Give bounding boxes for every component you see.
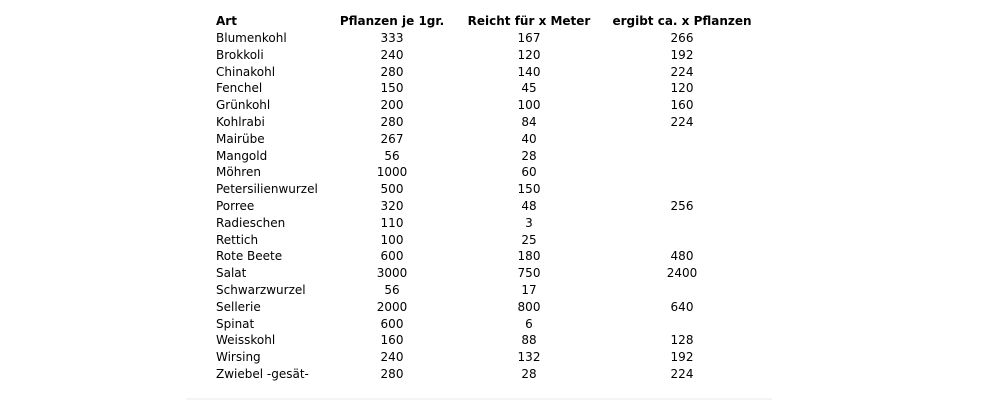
cell-reicht: 40 xyxy=(521,131,537,146)
cell-ergibt: 192 xyxy=(670,47,694,62)
cell-art: Petersilienwurzel xyxy=(216,182,318,197)
cell-reicht: 800 xyxy=(517,299,541,314)
table-row xyxy=(216,366,762,383)
cell-pflanzen: 3000 xyxy=(376,266,408,281)
cell-art: Kohlrabi xyxy=(216,114,265,129)
cell-art: Brokkoli xyxy=(216,47,264,62)
table-row xyxy=(216,282,762,299)
cell-pflanzen: 100 xyxy=(380,232,404,247)
cell-art: Porree xyxy=(216,198,255,213)
cell-reicht: 28 xyxy=(521,148,537,163)
cell-ergibt: 224 xyxy=(670,366,694,381)
table-row xyxy=(216,232,762,249)
cell-pflanzen: 320 xyxy=(380,198,404,213)
cell-pflanzen: 600 xyxy=(380,249,404,264)
cell-art: Mairübe xyxy=(216,131,265,146)
cell-reicht: 3 xyxy=(525,215,533,230)
table-row xyxy=(216,164,762,181)
cell-pflanzen: 56 xyxy=(384,282,400,297)
table-row xyxy=(216,215,762,232)
table-row xyxy=(216,97,762,114)
cell-art: Wirsing xyxy=(216,350,261,365)
header-ergibt: ergibt ca. x Pflanzen xyxy=(612,13,752,28)
cell-pflanzen: 160 xyxy=(380,333,404,348)
cell-pflanzen: 2000 xyxy=(376,299,408,314)
cell-ergibt: 192 xyxy=(670,350,694,365)
cell-pflanzen: 240 xyxy=(380,47,404,62)
cell-ergibt: 120 xyxy=(670,81,694,96)
cell-pflanzen: 200 xyxy=(380,98,404,113)
cell-reicht: 167 xyxy=(517,31,541,45)
cell-pflanzen: 333 xyxy=(380,31,404,45)
cell-ergibt: 224 xyxy=(670,64,694,79)
table-header xyxy=(216,12,762,30)
table-row xyxy=(216,114,762,131)
cell-pflanzen: 150 xyxy=(380,81,404,96)
cell-pflanzen: 267 xyxy=(380,131,404,146)
cell-reicht: 150 xyxy=(517,182,541,197)
cell-pflanzen: 600 xyxy=(380,316,404,331)
table-row xyxy=(216,299,762,316)
cell-ergibt: 480 xyxy=(670,249,694,264)
cell-art: Mangold xyxy=(216,148,268,163)
cell-art: Sellerie xyxy=(216,299,261,314)
cell-reicht: 120 xyxy=(517,47,541,62)
cell-reicht: 132 xyxy=(517,350,541,365)
cell-art: Zwiebel -gesät- xyxy=(216,366,309,381)
table-row xyxy=(216,349,762,366)
seed-table xyxy=(216,12,762,383)
cell-ergibt xyxy=(602,215,762,232)
cell-ergibt: 266 xyxy=(670,31,694,45)
cell-reicht: 180 xyxy=(517,249,541,264)
cell-reicht: 750 xyxy=(517,266,541,281)
cell-reicht: 45 xyxy=(521,81,537,96)
table-row xyxy=(216,30,762,47)
cell-pflanzen: 240 xyxy=(380,350,404,365)
cell-art: Blumenkohl xyxy=(216,31,287,45)
table-row xyxy=(216,47,762,64)
cell-art: Möhren xyxy=(216,165,261,180)
cell-ergibt xyxy=(602,316,762,333)
cell-ergibt: 160 xyxy=(670,98,694,113)
cell-pflanzen: 1000 xyxy=(376,165,408,180)
cell-ergibt: 640 xyxy=(670,299,694,314)
cell-reicht: 84 xyxy=(521,114,537,129)
cell-art: Rote Beete xyxy=(216,249,283,264)
cell-reicht: 6 xyxy=(525,316,533,331)
cell-ergibt xyxy=(602,131,762,148)
cell-art: Schwarzwurzel xyxy=(216,282,306,297)
cell-pflanzen: 280 xyxy=(380,64,404,79)
cell-reicht: 140 xyxy=(517,64,541,79)
cell-art: Weisskohl xyxy=(216,333,276,348)
table-body xyxy=(216,30,762,383)
cell-ergibt xyxy=(602,164,762,181)
cell-reicht: 17 xyxy=(521,282,537,297)
cell-reicht: 28 xyxy=(521,366,537,381)
header-art: Art xyxy=(216,13,237,28)
document-sheet xyxy=(186,0,772,400)
cell-ergibt xyxy=(602,181,762,198)
header-reicht: Reicht für x Meter xyxy=(467,13,591,28)
table-row xyxy=(216,316,762,333)
cell-art: Salat xyxy=(216,266,247,281)
table-row xyxy=(216,131,762,148)
cell-art: Spinat xyxy=(216,316,255,331)
table-row xyxy=(216,181,762,198)
cell-reicht: 88 xyxy=(521,333,537,348)
cell-art: Fenchel xyxy=(216,81,263,96)
cell-reicht: 48 xyxy=(521,198,537,213)
header-row xyxy=(216,12,762,30)
table-row xyxy=(216,148,762,165)
cell-art: Radieschen xyxy=(216,215,286,230)
cell-ergibt: 128 xyxy=(670,333,694,348)
cell-ergibt xyxy=(602,148,762,165)
table-row xyxy=(216,64,762,81)
cell-reicht: 25 xyxy=(521,232,537,247)
header-pflanzen: Pflanzen je 1gr. xyxy=(339,13,445,28)
cell-pflanzen: 110 xyxy=(380,215,404,230)
cell-pflanzen: 56 xyxy=(384,148,400,163)
table-row xyxy=(216,80,762,97)
table-row xyxy=(216,198,762,215)
table-row xyxy=(216,265,762,282)
cell-reicht: 100 xyxy=(517,98,541,113)
cell-art: Grünkohl xyxy=(216,98,271,113)
cell-pflanzen: 280 xyxy=(380,114,404,129)
cell-ergibt xyxy=(602,232,762,249)
cell-art: Chinakohl xyxy=(216,64,276,79)
cell-ergibt: 2400 xyxy=(666,266,698,281)
cell-art: Rettich xyxy=(216,232,259,247)
table-row xyxy=(216,248,762,265)
cell-ergibt xyxy=(602,282,762,299)
table-row xyxy=(216,332,762,349)
cell-ergibt: 224 xyxy=(670,114,694,129)
cell-reicht: 60 xyxy=(521,165,537,180)
cell-pflanzen: 500 xyxy=(380,182,404,197)
cell-ergibt: 256 xyxy=(670,198,694,213)
cell-pflanzen: 280 xyxy=(380,366,404,381)
